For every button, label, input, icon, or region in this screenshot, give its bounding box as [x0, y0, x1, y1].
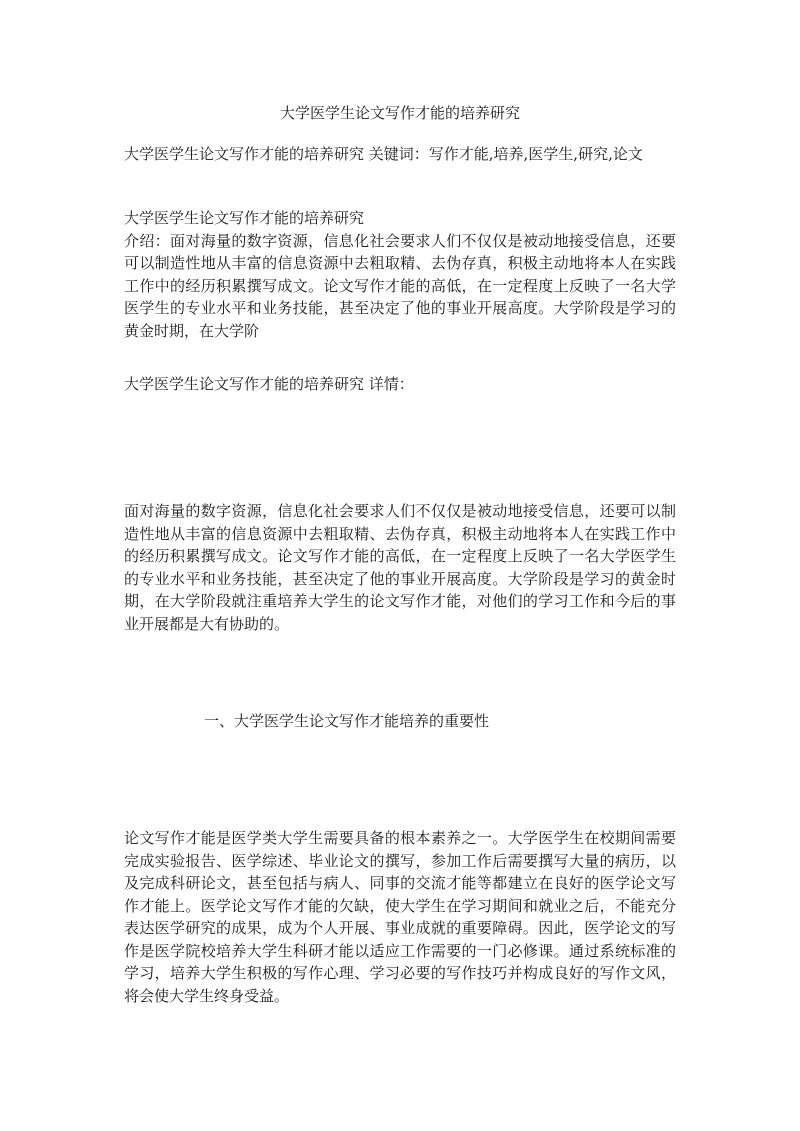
body-paragraph-2: 论文写作才能是医学类大学生需要具备的根本素养之一。大学医学生在校期间需要完成实验报告、医学综述、毕业论文的撰写，参加工作后需要撰写大量的病历，以及完成科研论文，甚至包括与病人、同事的交流才能等都建立在良好的医学论文写作才能上。医学论文写作才能的欠缺，使大学生在学习期间和就业之后，不能充分表达医学研究的成果，成为个人开展、事业成就的重要障碍。因此，医学论文的写作是医学院校培养大学生科研才能以适应工作需要的一门必修课。通过系统标准的学习，培养大学生积极的写作心理、学习必要的写作技巧并构成良好的写作文风，将会使大学生终身受益。: [124, 829, 676, 1005]
section-heading-1: 一、大学医学生论文写作才能培养的重要性: [204, 712, 490, 730]
body-paragraph-1: 面对海量的数字资源，信息化社会要求人们不仅仅是被动地接受信息，还要可以制造性地从丰富的信息资源中去粗取精、去伪存真，积极主动地将本人在实践工作中的经历积累撰写成文。论文写作才能的高低，在一定程度上反映了一名大学医学生的专业水平和业务技能，甚至决定了他的事业开展高度。大学阶段是学习的黄金时期，在大学阶段就注重培养大学生的论文写作才能，对他们的学习工作和今后的事业开展都是大有协助的。: [124, 502, 676, 633]
document-title: 大学医学生论文写作才能的培养研究: [279, 104, 520, 122]
intro-section: [124, 207, 676, 342]
intro-text: 介绍：面对海量的数字资源，信息化社会要求人们不仅仅是被动地接受信息，还要可以制造性地从丰富的信息资源中去粗取精、去伪存真，积极主动地将本人在实践工作中的经历积累撰写成文。论文写作才能的高低，在一定程度上反映了一名大学医学生的专业水平和业务技能，甚至决定了他的事业开展高度。大学阶段是学习的黄金时期，在大学阶: [124, 231, 676, 340]
intro-heading: 大学医学生论文写作才能的培养研究: [124, 209, 365, 227]
keywords-line: 大学医学生论文写作才能的培养研究 关键词：写作才能,培养,医学生,研究,论文: [124, 145, 643, 163]
details-line: 大学医学生论文写作才能的培养研究 详情：: [124, 375, 414, 393]
